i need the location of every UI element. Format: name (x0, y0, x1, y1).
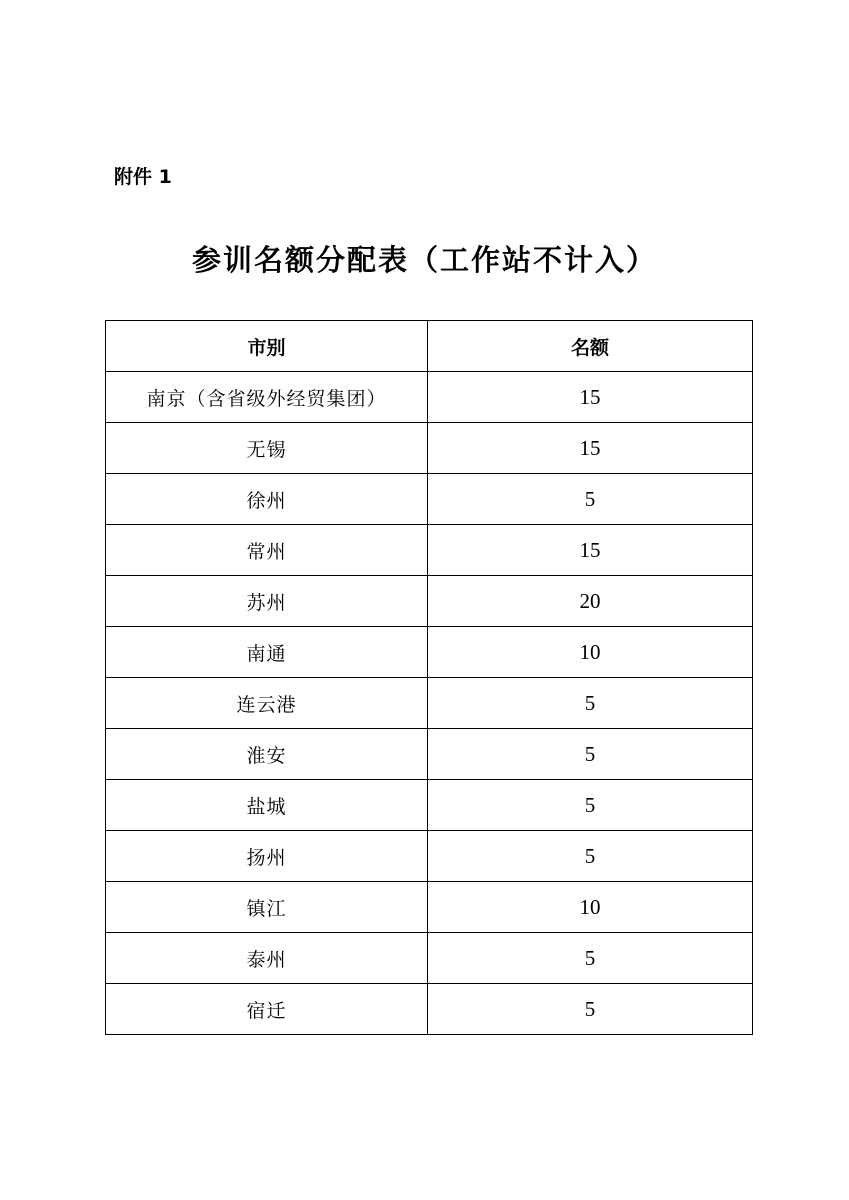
city-cell: 徐州 (106, 474, 428, 525)
table-row (106, 423, 753, 474)
city-cell: 扬州 (106, 831, 428, 882)
allocation-table (105, 320, 753, 1035)
column-header-quota: 名额 (428, 321, 753, 372)
city-cell: 泰州 (106, 933, 428, 984)
table-header-row (106, 321, 753, 372)
table-row (106, 933, 753, 984)
city-cell: 苏州 (106, 576, 428, 627)
table-row (106, 525, 753, 576)
quota-cell: 5 (428, 984, 753, 1035)
quota-cell: 15 (428, 372, 753, 423)
city-cell: 南京（含省级外经贸集团） (106, 372, 428, 423)
table-row (106, 576, 753, 627)
table-row (106, 372, 753, 423)
quota-cell: 5 (428, 831, 753, 882)
city-cell: 无锡 (106, 423, 428, 474)
table-row (106, 627, 753, 678)
document-title: 参训名额分配表（工作站不计入） (191, 243, 657, 277)
table-row (106, 984, 753, 1035)
quota-cell: 15 (428, 423, 753, 474)
table-row (106, 729, 753, 780)
table-row (106, 831, 753, 882)
city-cell: 盐城 (106, 780, 428, 831)
quota-cell: 15 (428, 525, 753, 576)
city-cell: 淮安 (106, 729, 428, 780)
city-cell: 常州 (106, 525, 428, 576)
column-header-city: 市别 (106, 321, 428, 372)
quota-cell: 20 (428, 576, 753, 627)
table-row (106, 474, 753, 525)
attachment-label: 附件 1 (114, 166, 172, 188)
quota-cell: 5 (428, 729, 753, 780)
city-cell: 宿迁 (106, 984, 428, 1035)
quota-cell: 5 (428, 678, 753, 729)
quota-cell: 10 (428, 627, 753, 678)
quota-cell: 5 (428, 780, 753, 831)
table-row (106, 678, 753, 729)
city-cell: 镇江 (106, 882, 428, 933)
table-row (106, 882, 753, 933)
table-row (106, 780, 753, 831)
quota-cell: 10 (428, 882, 753, 933)
city-cell: 南通 (106, 627, 428, 678)
quota-cell: 5 (428, 933, 753, 984)
city-cell: 连云港 (106, 678, 428, 729)
quota-cell: 5 (428, 474, 753, 525)
